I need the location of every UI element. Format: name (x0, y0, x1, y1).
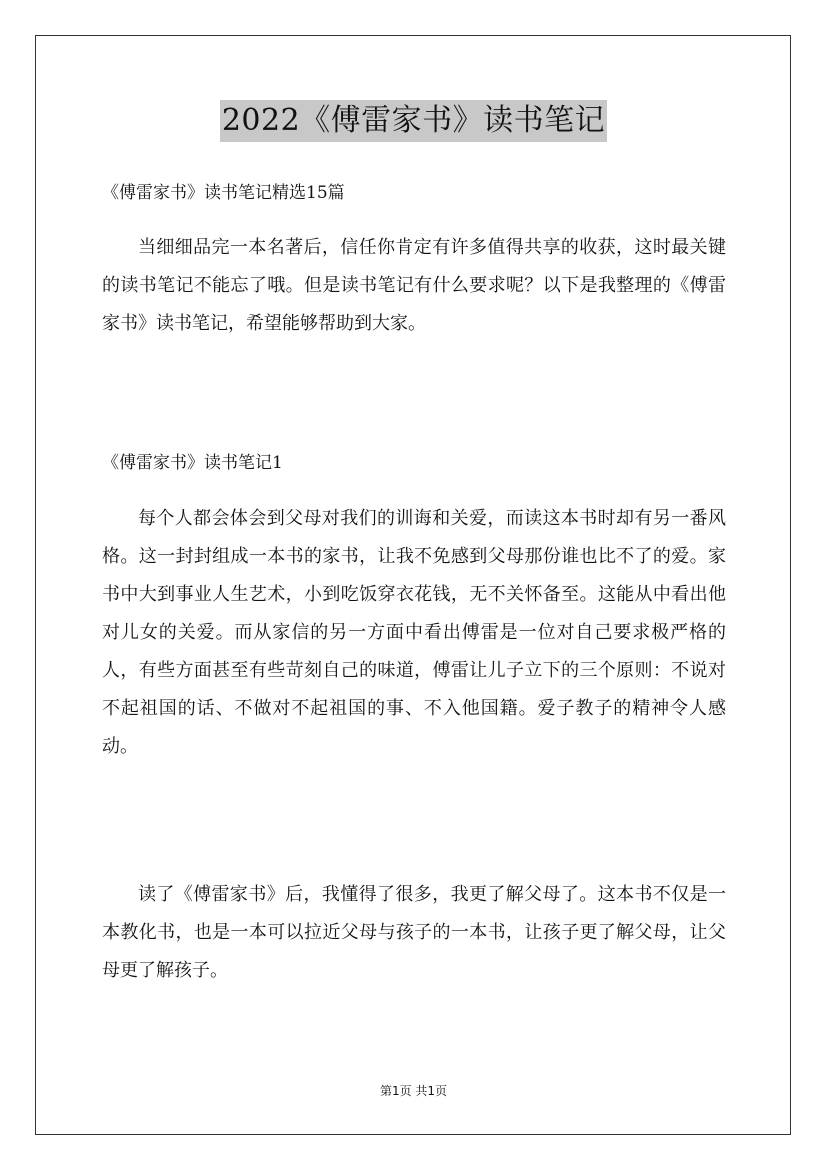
document-title-container (0, 100, 827, 142)
body-paragraph-2: 读了《傅雷家书》后，我懂得了很多，我更了解父母了。这本书不仅是一本教化书，也是一本可以拉近父母与孩子的一本书，让孩子更了解父母，让父母更了解孩子。 (102, 884, 726, 981)
document-title: 2022《傅雷家书》读书笔记 (220, 100, 607, 142)
document-subtitle: 《傅雷家书》读书笔记精选15篇 (102, 183, 345, 203)
intro-paragraph: 当细细品完一本名著后，信任你肯定有许多值得共享的收获，这时最关键的读书笔记不能忘了哦。但是读书笔记有什么要求呢？以下是我整理的《傅雷家书》读书笔记，希望能够帮助到大家。 (102, 237, 726, 334)
body-paragraph-1: 每个人都会体会到父母对我们的训诲和关爱，而读这本书时却有另一番风格。这一封封组成一本书的家书，让我不免感到父母那份谁也比不了的爱。家书中大到事业人生艺术，小到吃饭穿衣花钱，无不关怀备至。这能从中看出他对儿女的关爱。而从家信的另一方面中看出傅雷是一位对自己要求极严格的人，有些方面甚至有些苛刻自己的味道，傅雷让儿子立下的三个原则：不说对不起祖国的话、不做对不起祖国的事、不入他国籍。爱子教子的精神令人感动。 (102, 508, 726, 757)
page-footer: 第1页 共1页 (379, 1084, 448, 1098)
section-heading: 《傅雷家书》读书笔记1 (102, 453, 283, 473)
